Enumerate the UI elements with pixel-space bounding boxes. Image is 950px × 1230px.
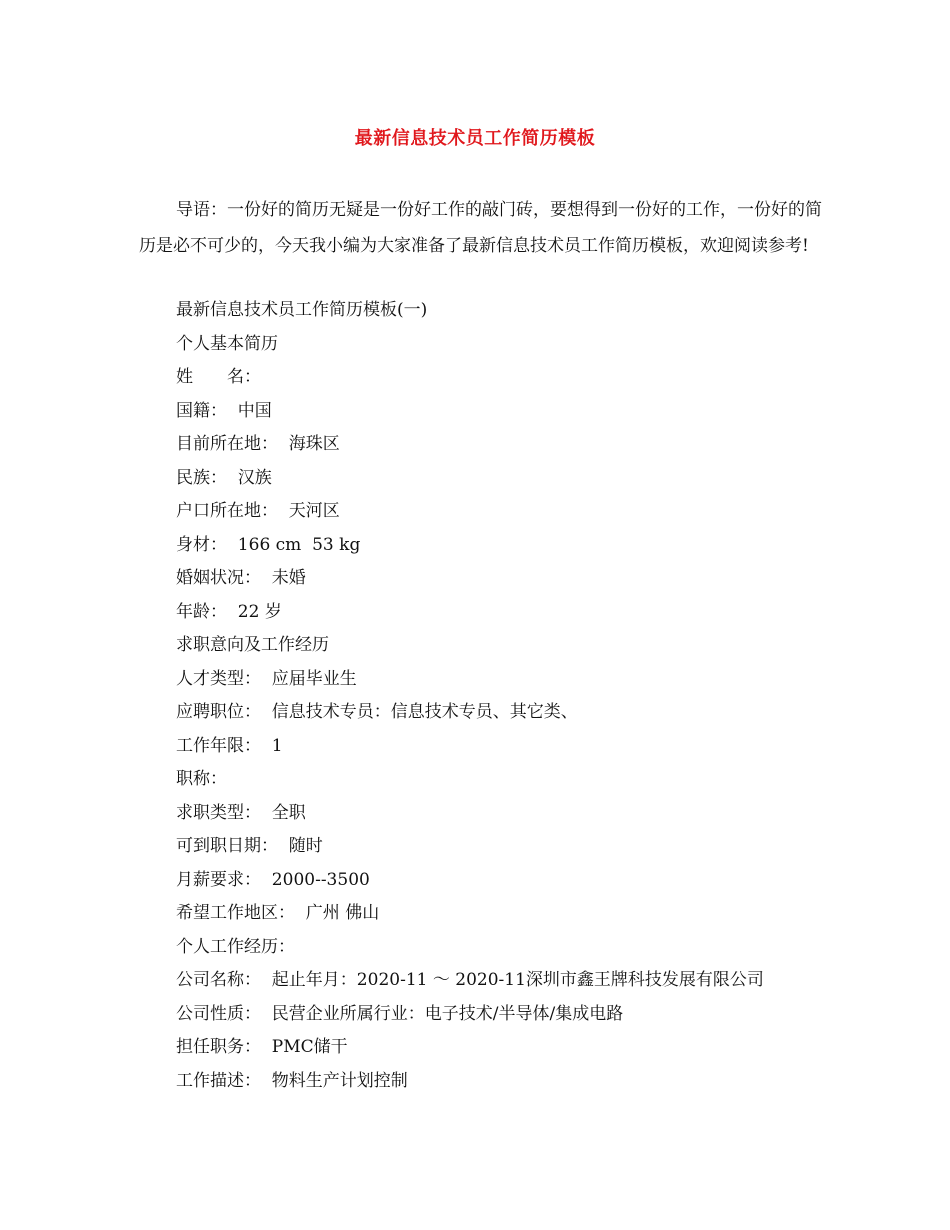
field-job-type: 求职类型： 全职 bbox=[176, 802, 306, 823]
field-current-location: 目前所在地： 海珠区 bbox=[176, 434, 340, 454]
field-position: 应聘职位： 信息技术专员：信息技术专员、其它类、 bbox=[176, 702, 578, 722]
field-ethnicity: 民族： 汉族 bbox=[176, 467, 272, 488]
field-company-name: 公司名称： 起止年月：2020-11 ～ 2020-11深圳市鑫王牌科技发展有限公司 bbox=[176, 970, 764, 990]
field-job-description: 工作描述： 物料生产计划控制 bbox=[176, 1070, 408, 1091]
section-heading: 求职意向及工作经历 bbox=[176, 635, 329, 655]
section-heading: 最新信息技术员工作简历模板(一) bbox=[176, 300, 428, 320]
intro-paragraph: 导语：一份好的简历无疑是一份好工作的敲门砖，要想得到一份好的工作，一份好的简历是必不可少的，今天我小编为大家准备了最新信息技术员工作简历模板，欢迎阅读参考! bbox=[139, 200, 822, 256]
field-household-registration: 户口所在地： 天河区 bbox=[176, 501, 340, 521]
field-height-weight: 身材： 166 cm 53 kg bbox=[176, 534, 361, 555]
field-talent-type: 人才类型： 应届毕业生 bbox=[176, 668, 357, 689]
field-marital-status: 婚姻状况： 未婚 bbox=[176, 568, 306, 588]
field-age: 年龄： 22 岁 bbox=[176, 601, 282, 622]
field-company-type: 公司性质： 民营企业所属行业：电子技术/半导体/集成电路 bbox=[176, 1003, 624, 1024]
field-salary: 月薪要求： 2000--3500 bbox=[176, 869, 370, 890]
section-heading: 个人基本简历 bbox=[176, 333, 278, 354]
section-heading: 个人工作经历： bbox=[176, 936, 295, 957]
field-job-title: 职称： bbox=[176, 769, 227, 789]
field-name: 姓 名： bbox=[176, 367, 261, 387]
resume-lines bbox=[176, 294, 856, 1098]
field-nationality: 国籍： 中国 bbox=[176, 400, 272, 421]
field-start-date: 可到职日期： 随时 bbox=[176, 836, 323, 856]
field-years-of-work: 工作年限： 1 bbox=[176, 735, 283, 756]
field-role: 担任职务： PMC储干 bbox=[176, 1037, 348, 1057]
document-title: 最新信息技术员工作简历模板 bbox=[354, 128, 596, 149]
field-desired-location: 希望工作地区： 广州 佛山 bbox=[176, 903, 380, 923]
